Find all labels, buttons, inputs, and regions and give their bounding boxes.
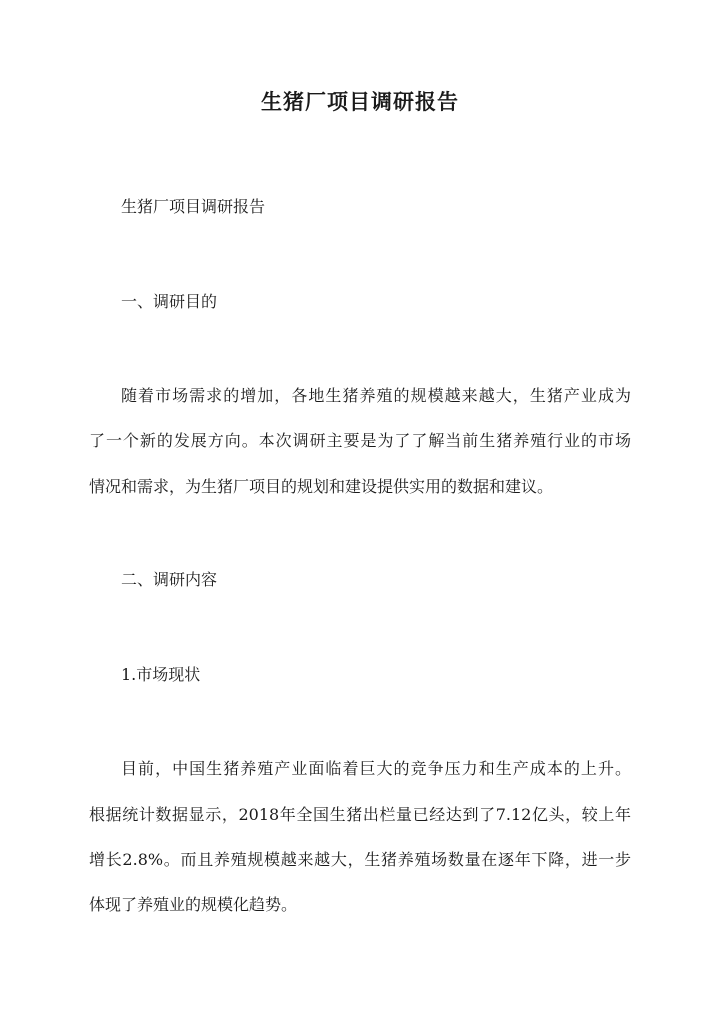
paragraph-line: 目前，中国生猪养殖产业面临着巨大的竞争压力和生产成本的上升。	[121, 759, 631, 778]
section-heading-purpose: 一、调研目的	[121, 292, 218, 311]
paragraph-line: 增长2.8%。而且养殖规模越来越大，生猪养殖场数量在逐年下降，进一步	[89, 850, 631, 869]
document-title: 生猪厂项目调研报告	[261, 89, 459, 114]
section-heading-content: 二、调研内容	[121, 570, 218, 589]
subsection-heading-market: 1.市场现状	[121, 665, 201, 684]
paragraph-line: 体现了养殖业的规模化趋势。	[89, 895, 298, 914]
paragraph-line: 根据统计数据显示，2018年全国生猪出栏量已经达到了7.12亿头，较上年	[89, 805, 631, 824]
paragraph-line: 了一个新的发展方向。本次调研主要是为了了解当前生猪养殖行业的市场	[89, 431, 631, 450]
paragraph-line: 随着市场需求的增加，各地生猪养殖的规模越来越大，生猪产业成为	[121, 386, 631, 405]
document-subtitle: 生猪厂项目调研报告	[121, 197, 266, 216]
paragraph-line: 情况和需求，为生猪厂项目的规划和建设提供实用的数据和建议。	[89, 477, 554, 496]
